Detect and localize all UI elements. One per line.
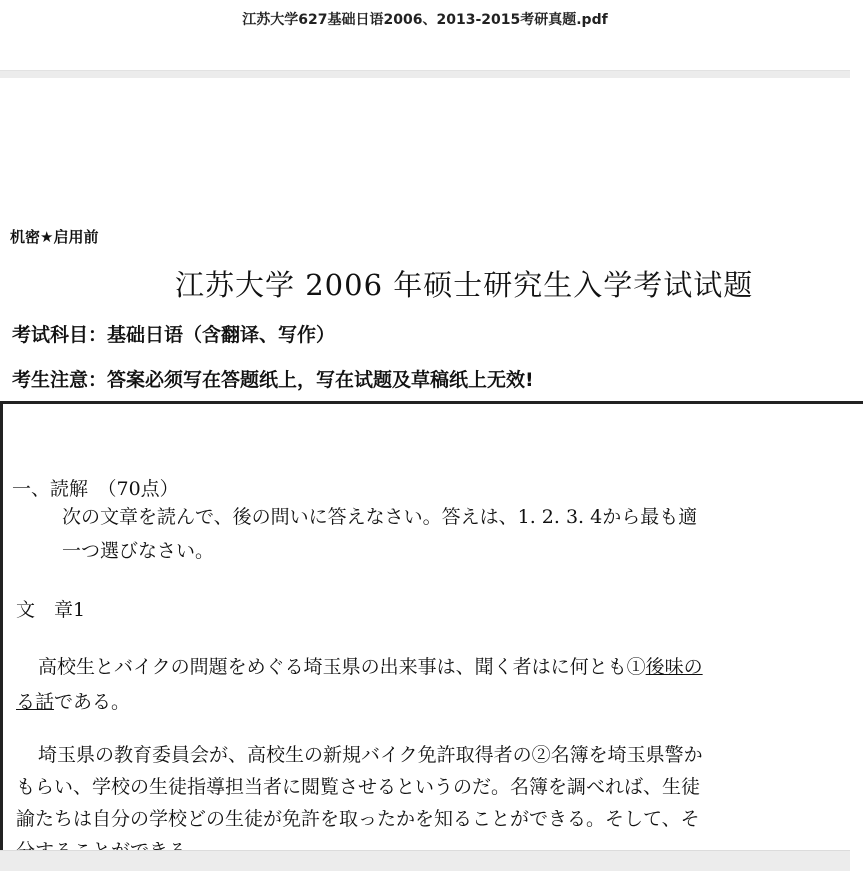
viewer-title-bar [0, 0, 850, 70]
instruction-line-1: 次の文章を読んで、後の問いに答えなさい。答えは、1. 2. 3. 4から最も適 [62, 506, 698, 528]
paragraph-2-line-3: 諭たちは自分の学校どの生徒が免許を取ったかを知ることができる。そして、そ [16, 808, 700, 830]
document-title: 江苏大学627基础日语2006、2013-2015考研真题.pdf [242, 12, 608, 28]
underlined-phrase-1-cont: る話 [16, 691, 55, 713]
paragraph-2-line-2: もらい、学校の生徒指導担当者に閲覧させるというのだ。名簿を調べれば、生徒 [16, 776, 701, 798]
paragraph-1-line-2 [16, 687, 130, 714]
paragraph-1-line-1 [38, 652, 703, 679]
section-heading: 一、読解 （70点） [12, 478, 179, 500]
exam-title: 江苏大学 2006 年硕士研究生入学考试试题 [175, 268, 754, 302]
underlined-phrase-1: 後味の [645, 656, 703, 678]
exam-subject: 考试科目：基础日语（含翻译、写作） [12, 324, 336, 346]
instruction-line-2: 一つ選びなさい。 [62, 540, 215, 562]
paragraph-1-line-2-text: である。 [54, 691, 131, 713]
paragraph-1-line-1-text: 高校生とバイクの問題をめぐる埼玉県の出来事は、聞く者はに何とも① [38, 656, 646, 678]
document-page[interactable] [0, 78, 850, 850]
confidential-label: 机密★启用前 [10, 228, 99, 246]
exam-notice: 考生注意：答案必须写在答题纸上，写在试题及草稿纸上无效! [12, 369, 534, 391]
passage-heading: 文 章1 [16, 599, 86, 621]
paragraph-2-line-1: 埼玉県の教育委員会が、高校生の新規バイク免許取得者の②名簿を埼玉県警か [38, 744, 703, 766]
viewer-bottom-bar [0, 850, 850, 871]
